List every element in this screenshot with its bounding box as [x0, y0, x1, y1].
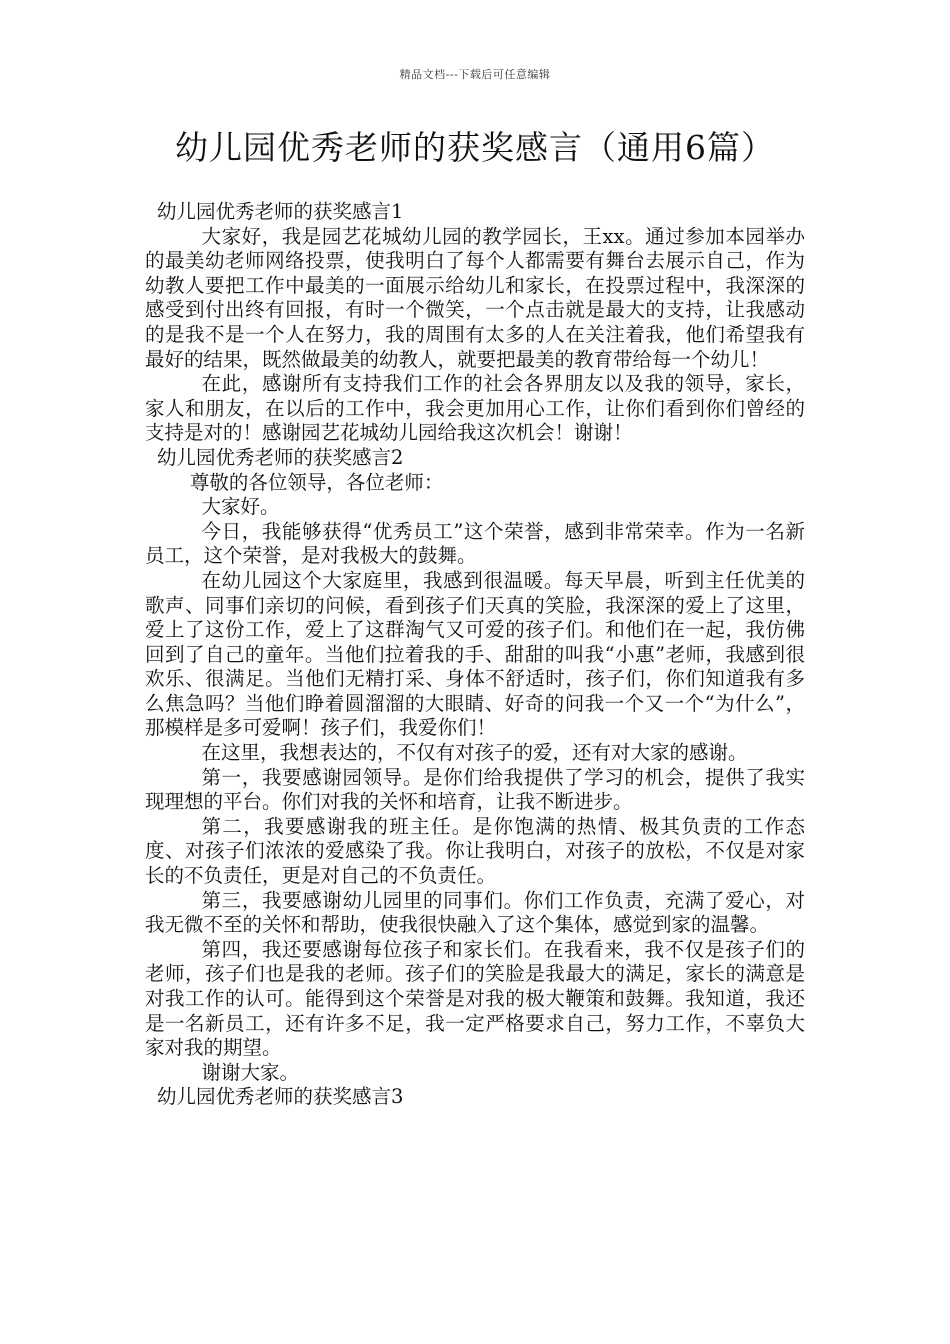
section-heading-3: 幼儿园优秀老师的获奖感言3 [157, 1085, 404, 1109]
paragraph: 第一，我要感谢园领导。是你们给我提供了学习的机会，提供了我实现理想的平台。你们对我的关怀和培育，让我不断进步。 [145, 765, 805, 814]
greeting: 尊敬的各位领导，各位老师： [189, 470, 444, 494]
document-body [145, 200, 805, 1110]
paragraph: 第三，我要感谢幼儿园里的同事们。你们工作负责，充满了爱心，对我无微不至的关怀和帮助，使我很快融入了这个集体，感觉到家的温馨。 [145, 888, 805, 937]
paragraph: 今日，我能够获得“优秀员工”这个荣誉，感到非常荣幸。作为一名新员工，这个荣誉，是对我极大的鼓舞。 [145, 519, 805, 568]
paragraph: 在此，感谢所有支持我们工作的社会各界朋友以及我的领导，家长，家人和朋友，在以后的工作中，我会更加用心工作，让你们看到你们曾经的支持是对的！感谢园艺花城幼儿园给我这次机会！谢谢！ [145, 372, 805, 445]
paragraph: 在这里，我想表达的，不仅有对孩子的爱，还有对大家的感谢。 [201, 741, 748, 765]
paragraph: 大家好。 [201, 495, 280, 519]
paragraph: 大家好，我是园艺花城幼儿园的教学园长，王xx。通过参加本园举办的最美幼老师网络投票，使我明白了每个人都需要有舞台去展示自己，作为幼教人要把工作中最美的一面展示给幼儿和家长，在投票过程中，我深深的感受到付出终有回报，有时一个微笑，一个点击就是最大的支持，让我感动的是我不是一个人在努力，我的周围有太多的人在关注着我，他们希望我有最好的结果，既然做最美的幼教人，就要把最美的教育带给每一个幼儿！ [145, 224, 805, 371]
paragraph: 第四，我还要感谢每位孩子和家长们。在我看来，我不仅是孩子们的老师，孩子们也是我的老师。孩子们的笑脸是我最大的满足，家长的满意是对我工作的认可。能得到这个荣誉是对我的极大鞭策和鼓舞。我知道，我还是一名新员工，还有许多不足，我一定严格要求自己，努力工作，不辜负大家对我的期望。 [145, 937, 805, 1060]
document-title: 幼儿园优秀老师的获奖感言（通用6篇） [175, 128, 775, 167]
section-heading-2: 幼儿园优秀老师的获奖感言2 [157, 445, 404, 469]
header-note: 精品文档---下载后可任意编辑 [399, 68, 551, 81]
section-heading-1: 幼儿园优秀老师的获奖感言1 [157, 200, 404, 223]
paragraph: 在幼儿园这个大家庭里，我感到很温暖。每天早晨，听到主任优美的歌声、同事们亲切的问候，看到孩子们天真的笑脸，我深深的爱上了这里，爱上了这份工作，爱上了这群淘气又可爱的孩子们。和他们在一起，我仿佛回到了自己的童年。当他们拉着我的手、甜甜的叫我“小惠”老师，我感到很欢乐、很满足。当他们无精打采、身体不舒适时，孩子们，你们知道我有多么焦急吗？当他们睁着圆溜溜的大眼睛、好奇的问我一个又一个“为什么”，那模样是多可爱啊！孩子们，我爱你们！ [145, 568, 805, 740]
paragraph: 谢谢大家。 [201, 1060, 300, 1084]
paragraph: 第二，我要感谢我的班主任。是你饱满的热情、极其负责的工作态度、对孩子们浓浓的爱感染了我。你让我明白，对孩子的放松，不仅是对家长的不负责任，更是对自己的不负责任。 [145, 814, 805, 888]
